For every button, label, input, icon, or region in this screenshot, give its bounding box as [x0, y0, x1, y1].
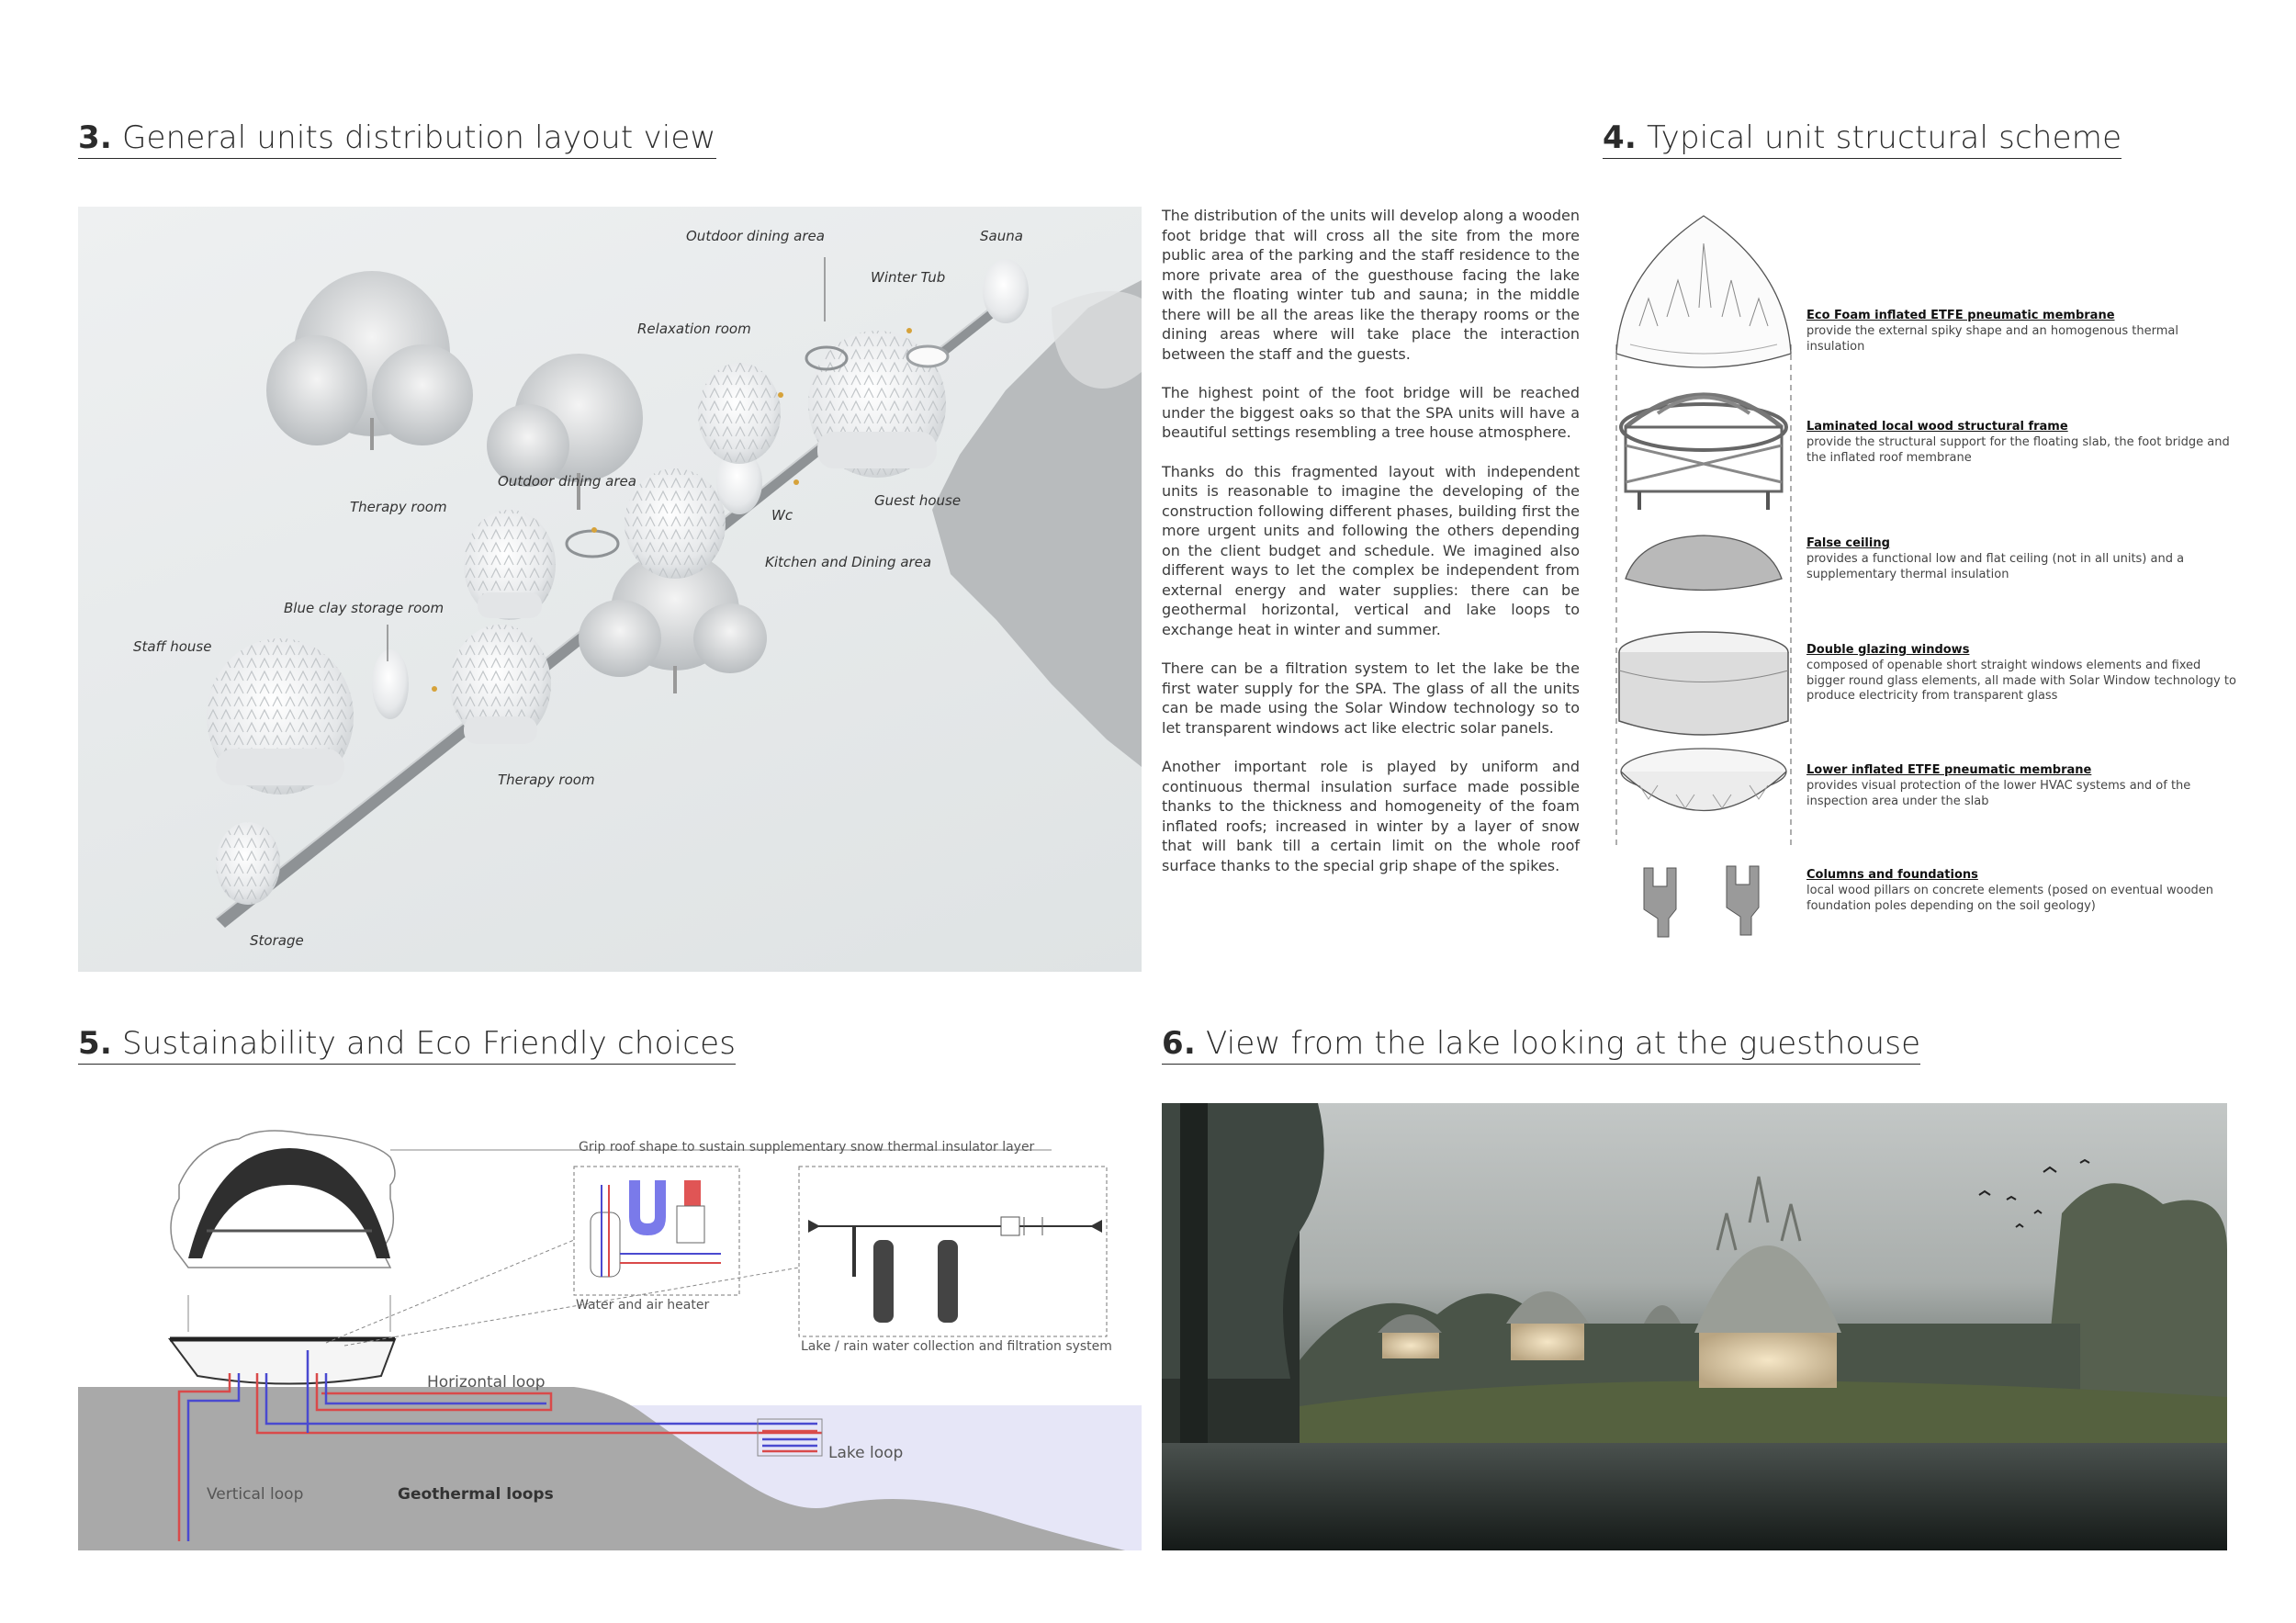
layer-description: provides visual protection of the lower HVAC systems and of the inspection area under the slab	[1806, 779, 2191, 808]
section-6-heading: 6. View from the lake looking at the guesthouse	[1162, 1025, 1920, 1065]
description-paragraph: The highest point of the foot bridge will be reached under the biggest oaks so that the SPA units will have a beautiful settings resembling a tree house atmosphere.	[1162, 384, 1580, 441]
description-paragraph: Another important role is played by uniform and continuous thermal insulation surface made possible thanks to the thickness and homogeneity of the foam inflated roofs; increased in winter by a layer of snow that will bank till a certain limit on the whole roof surface thanks to the special grip shape of the spikes.	[1162, 758, 1580, 874]
label-grip-roof: Grip roof shape to sustain supplementary snow thermal insulator layer	[579, 1140, 1035, 1155]
filtration-system-icon	[808, 1217, 1102, 1323]
section-3-heading: 3. General units distribution layout view	[78, 119, 716, 159]
label-water-heater: Water and air heater	[576, 1298, 710, 1313]
section-5-title: Sustainability and Eco Friendly choices	[122, 1025, 737, 1062]
label-blue-clay-storage: Blue clay storage room	[284, 600, 445, 616]
label-filtration: Lake / rain water collection and filtration system	[801, 1339, 1112, 1354]
label-therapy-room-top: Therapy room	[350, 499, 447, 515]
label-staff-house: Staff house	[133, 638, 212, 655]
section-4-heading: 4. Typical unit structural scheme	[1603, 119, 2122, 159]
description-paragraph: Thanks do this fragmented layout with independent units is reasonable to imagine the developing of the construction following different phases, building first the more urgent units and following the others depending on the client budget and schedule. We imagined also different ways to let the complex be independent from external energy and water supplies: there can be geothermal horizontal, vertical and lake loops to exchange heat in winter and summer.	[1162, 462, 1580, 638]
section-6-title: View from the lake looking at the guesthouse	[1206, 1025, 1921, 1062]
layer-title: False ceiling	[1806, 536, 1890, 550]
layer-title: Double glazing windows	[1806, 643, 1970, 657]
label-vertical-loop: Vertical loop	[207, 1485, 304, 1504]
glazing-drawing	[1619, 632, 1788, 735]
label-outdoor-dining-top: Outdoor dining area	[686, 228, 825, 244]
spiky-membrane-drawing	[1616, 216, 1791, 367]
false-ceiling-drawing	[1626, 535, 1782, 591]
layer-title: Lower inflated ETFE pneumatic membrane	[1806, 763, 2092, 777]
layer-title: Columns and foundations	[1806, 868, 1978, 882]
layer-title: Eco Foam inflated ETFE pneumatic membrane	[1806, 309, 2115, 322]
wood-frame-drawing	[1621, 395, 1786, 510]
section-3-title: General units distribution layout view	[122, 119, 716, 156]
section-4-title: Typical unit structural scheme	[1647, 119, 2122, 156]
eco-diagram	[78, 1130, 1142, 1550]
lower-membrane-drawing	[1621, 749, 1786, 811]
structural-exploded-diagram	[1603, 207, 1805, 960]
label-horizontal-loop: Horizontal loop	[427, 1373, 546, 1392]
section-5-heading: 5. Sustainability and Eco Friendly choices	[78, 1025, 736, 1065]
label-geothermal-loops: Geothermal loops	[398, 1485, 554, 1504]
water-heater-icon	[591, 1180, 721, 1277]
layout-render	[78, 207, 1142, 972]
label-lake-loop: Lake loop	[828, 1444, 904, 1462]
label-guest-house: Guest house	[874, 492, 962, 509]
layer-description: composed of openable short straight windows elements and fixed bigger round glass elements, all made with Solar Window technology to produce electricity from transparent glass	[1806, 659, 2236, 703]
label-outdoor-dining-mid: Outdoor dining area	[498, 473, 636, 490]
label-sauna: Sauna	[980, 228, 1023, 244]
label-storage: Storage	[250, 932, 304, 949]
columns-drawing	[1644, 866, 1759, 937]
lake-view-illustration	[1162, 1103, 2227, 1550]
layer-description: provide the structural support for the floating slab, the foot bridge and the inflated roof membrane	[1806, 435, 2230, 465]
label-winter-tub: Winter Tub	[871, 269, 946, 286]
lake-view-render	[1162, 1103, 2227, 1550]
layer-title: Laminated local wood structural frame	[1806, 420, 2068, 434]
description-paragraph: There can be a filtration system to let the lake be the first water supply for the SPA. The glass of all the units can be made using the Solar Window technology so to let transparent windows act like electric solar panels.	[1162, 659, 1580, 737]
label-relaxation-room: Relaxation room	[637, 321, 751, 337]
description-paragraph: The distribution of the units will develop along a wooden foot bridge that will cross all the site from the more public area of the parking and the staff residence to the more private area of the guesthouse facing the lake with the floating winter tub and sauna; in the middle there will be all the areas like the therapy rooms or the dining areas where will take place the interaction between the staff and the guests.	[1162, 207, 1580, 363]
label-therapy-room-bottom: Therapy room	[498, 772, 595, 788]
description-text	[1162, 206, 1580, 895]
layer-description: local wood pillars on concrete elements (posed on eventual wooden foundation poles depending on the soil geology)	[1806, 884, 2214, 913]
layer-description: provides a functional low and flat ceiling (not in all units) and a supplementary thermal insulation	[1806, 552, 2185, 581]
label-wc: Wc	[771, 507, 793, 524]
layout-illustration	[78, 207, 1142, 972]
layer-description: provide the external spiky shape and an homogenous thermal insulation	[1806, 324, 2178, 354]
label-kitchen: Kitchen and Dining area	[765, 554, 932, 570]
